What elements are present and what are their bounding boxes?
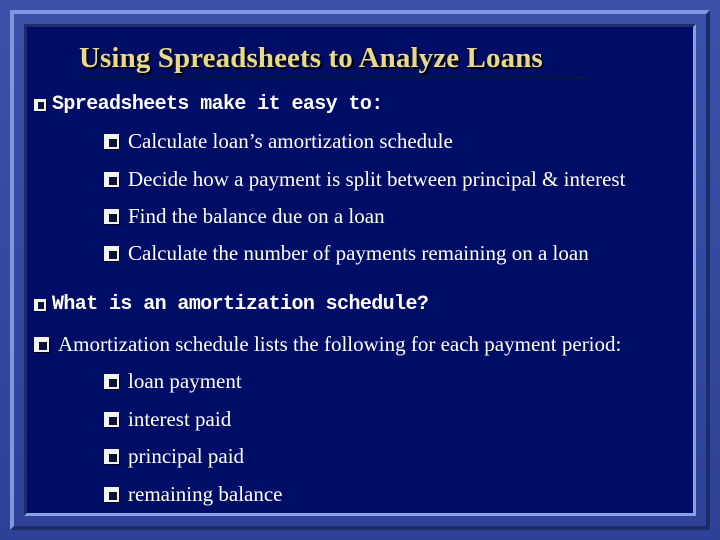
title-underline <box>79 76 589 79</box>
list-item-text: remaining balance <box>128 482 283 506</box>
square-bullet-icon <box>104 449 119 464</box>
square-bullet-icon <box>104 412 119 427</box>
square-bullet-icon <box>104 172 119 187</box>
slide-title: Using Spreadsheets to Analyze Loans <box>79 42 543 74</box>
list-item <box>104 241 589 266</box>
list-item-text: Find the balance due on a loan <box>128 204 385 228</box>
square-bullet-icon <box>34 299 46 311</box>
list-item-text: Decide how a payment is split between principal & interest <box>128 167 626 191</box>
section-heading-1 <box>34 93 383 116</box>
square-bullet-icon <box>34 99 46 111</box>
square-bullet-icon <box>104 487 119 502</box>
list-item <box>104 369 242 394</box>
square-bullet-icon <box>104 134 119 149</box>
section-heading-3 <box>34 332 621 357</box>
list-item <box>104 129 453 154</box>
section-heading-2-text: What is an amortization schedule? <box>52 293 429 316</box>
square-bullet-icon <box>34 337 49 352</box>
section-heading-1-text: Spreadsheets make it easy to: <box>52 93 383 116</box>
list-item <box>104 444 244 469</box>
list-item <box>104 204 385 229</box>
list-item-text: principal paid <box>128 444 245 468</box>
square-bullet-icon <box>104 374 119 389</box>
list-item-text: Calculate the number of payments remaining on a loan <box>128 241 589 265</box>
list-item-text: Calculate loan’s amortization schedule <box>128 129 453 153</box>
section-heading-3-text: Amortization schedule lists the following for each payment period: <box>58 332 622 356</box>
square-bullet-icon <box>104 209 119 224</box>
list-item-text: interest paid <box>128 407 232 431</box>
list-item <box>104 167 625 192</box>
square-bullet-icon <box>104 246 119 261</box>
list-item-text: loan payment <box>128 369 242 393</box>
list-item <box>104 482 283 507</box>
section-heading-2 <box>34 293 428 316</box>
list-item <box>104 407 231 432</box>
